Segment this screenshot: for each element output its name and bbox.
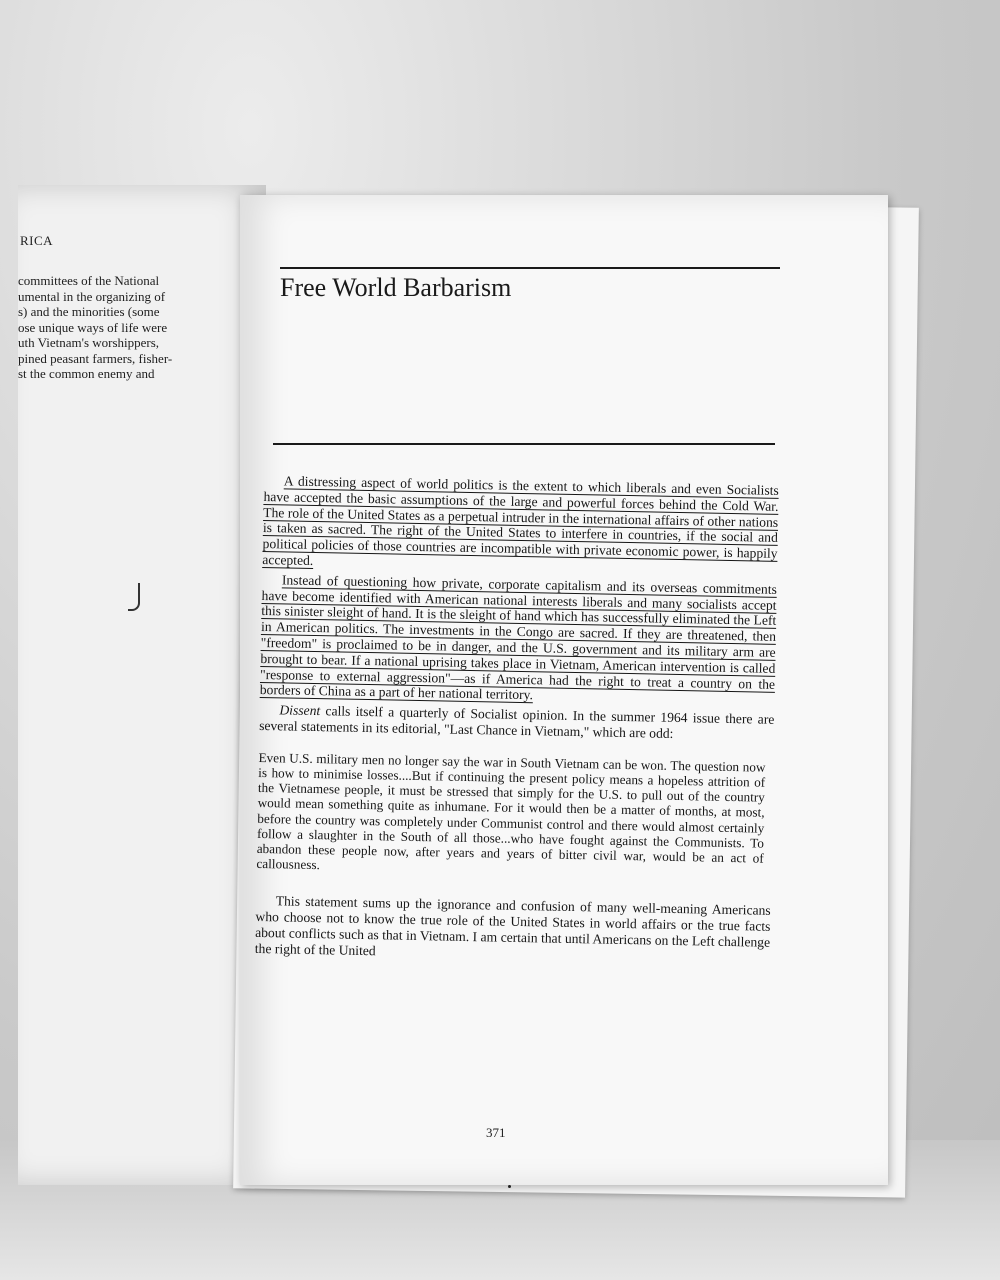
left-line: ose unique ways of life were [18,319,168,335]
paragraph [259,702,775,743]
bottom-rule [273,443,775,445]
paragraph: Instead of questioning how private, corporate capitalism and its overseas commitments have become identified with American national interests liberals and many socialists accept this sinister sleight of hand. It is the sleight of hand which has successfully eliminated the Left in American politics. The investments in the Congo are sacred. If they are threatened, then "freedom" is proclaimed to be in danger, and the U.S. government and its military arm are brought to bear. If a national uprising takes place in Vietnam, American intervention is called "response to external aggression"—as if America had the right to treat a country on the borders of China as a part of her national territory. [259,572,778,703]
left-line: uth Vietnam's worshippers, [18,335,160,350]
paragraph: A distressing aspect of world politics is the extent to which liberals and even Socialists have accepted the basic assumptions of the large and powerful forces behind the Cold War. The role of the United States as a perpetual intruder in the international affairs of other nations is taken as sacred. The right of the United States to interfere in countries, if the social and political policies of those countries are incompatible with private economic power, is happily accepted. [262,473,779,568]
journal-title: Dissent [279,702,321,719]
ink-dot [508,1185,511,1188]
left-running-header: RICA [20,233,54,248]
paragraph-text: calls itself a quarterly of Socialist opinion. In the summer 1964 issue there are several statements in its editorial, "Last Chance in Vietnam," which are odd: [259,703,775,741]
right-page [240,195,888,1185]
body-text [255,473,779,970]
block-quote: Even U.S. military men no longer say the war in South Vietnam can be won. The question now is how to minimise losses....But if continuing the present policy means a hopeless attrition of the Vietnamese people, it must be stressed that simply for the U.S. to pull out of the country would mean something quite as inhumane. For it would then be a matter of months, at most, before the country was completely under Communist control and there would almost certainly follow a slaughter in the South of all those...who have fought against the Communists. To abandon these people now, after years and years of bitter civil war, would be an act of callousness. [256,749,766,873]
left-line: umental in the organizing of [18,288,166,304]
left-line: s) and the minorities (some [18,304,160,319]
paragraph: This statement sums up the ignorance and confusion of many well-meaning Americans who choose not to know the true role of the United States in world affairs or the true facts about conflicts such as that in Vietnam. I am certain that until Americans on the Left challenge the right of the United [254,893,771,958]
left-line: st the common enemy and [18,366,155,381]
left-page [18,185,266,1185]
page-number: 371 [486,1125,506,1140]
left-line: committees of the National [18,273,160,288]
left-page-text [18,273,206,382]
pencil-mark [128,583,140,611]
chapter-title: Free World Barbarism [280,273,512,302]
left-line: pined peasant farmers, fisher- [18,350,173,366]
top-rule [280,267,780,269]
